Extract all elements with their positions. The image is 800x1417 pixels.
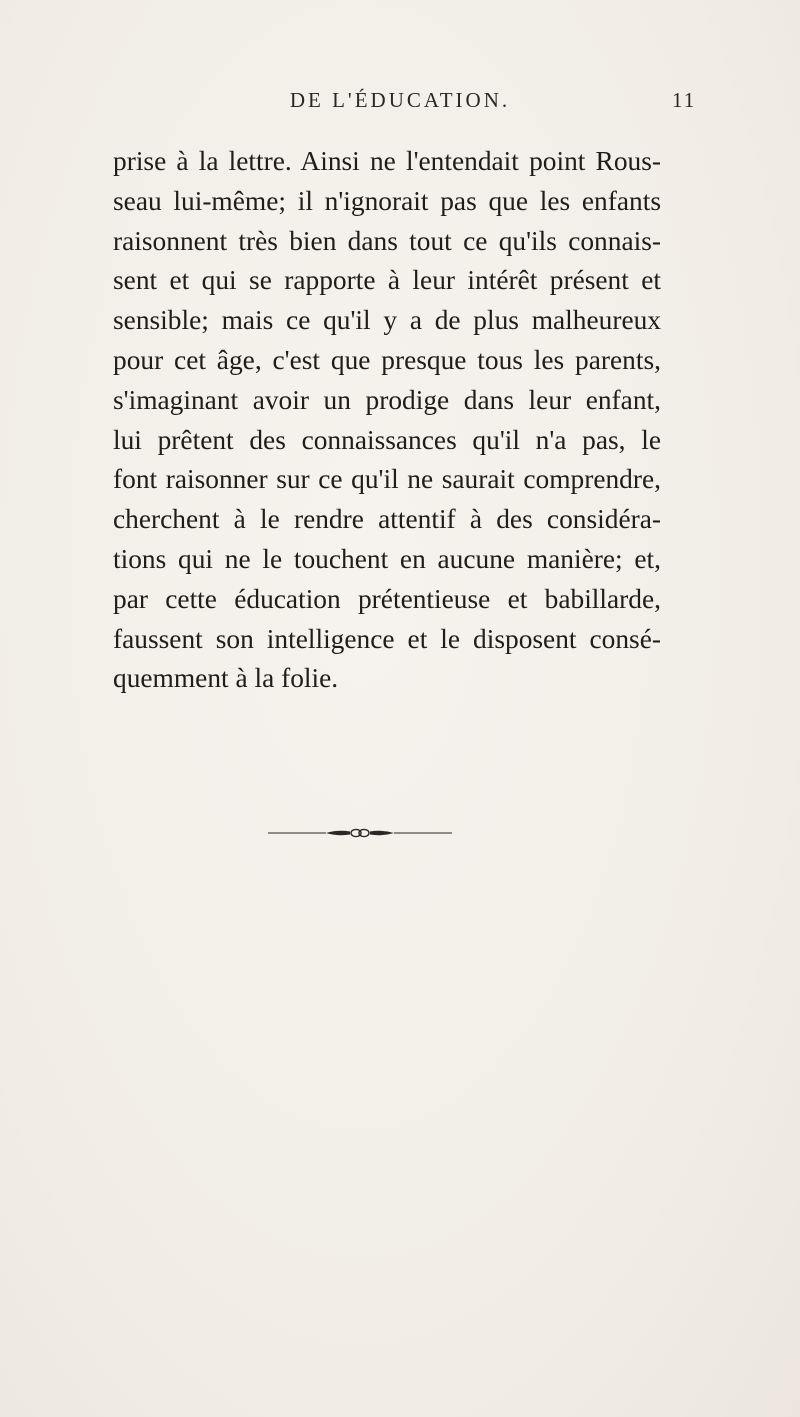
- page-number: 11: [672, 88, 697, 112]
- ornamental-rule-icon: [268, 826, 452, 840]
- text-line: s'imaginant avoir un prodige dans leur enfant,: [113, 384, 661, 415]
- running-head: DE L'ÉDUCATION.: [289, 88, 511, 112]
- text-line: faussent son intelligence et le disposent consé-: [113, 623, 661, 654]
- text-line: tions qui ne le touchent en aucune manière; et,: [113, 543, 661, 574]
- text-line: sensible; mais ce qu'il y a de plus malheureux: [113, 305, 661, 336]
- text-line-last: quemment à la folie.: [113, 663, 339, 694]
- text-line: sent et qui se rapporte à leur intérêt présent et: [113, 265, 661, 296]
- text-line: pour cet âge, c'est que presque tous les parents,: [113, 344, 661, 375]
- text-line: font raisonner sur ce qu'il ne saurait comprendre,: [113, 464, 661, 495]
- text-line: cherchent à le rendre attentif à des considéra-: [113, 504, 661, 535]
- body-text: [113, 142, 661, 699]
- text-line: par cette éducation prétentieuse et babillarde,: [113, 583, 661, 614]
- text-line: raisonnent très bien dans tout ce qu'ils connais-: [113, 225, 661, 256]
- text-line: lui prêtent des connaissances qu'il n'a pas, le: [113, 424, 661, 455]
- text-line: seau lui-même; il n'ignorait pas que les enfants: [113, 185, 661, 216]
- text-line: prise à la lettre. Ainsi ne l'entendait point Rous-: [113, 146, 661, 176]
